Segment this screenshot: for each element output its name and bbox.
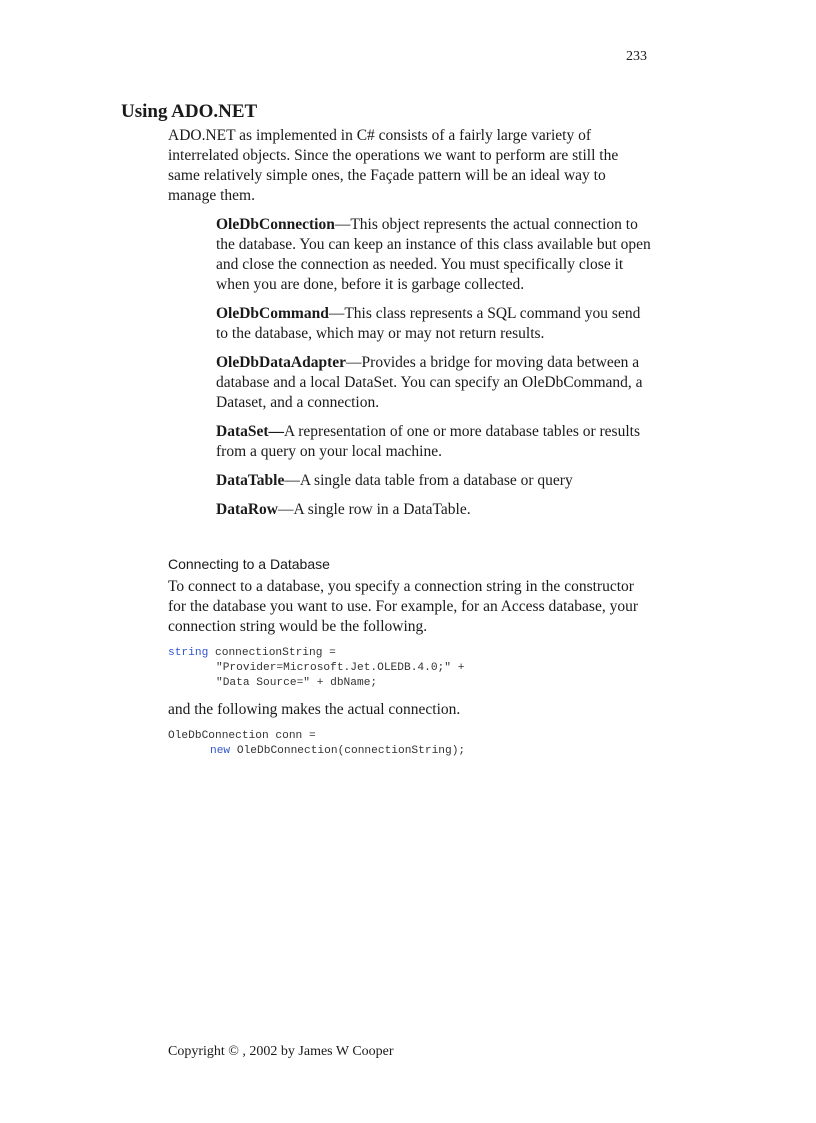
code-keyword: string bbox=[168, 647, 209, 659]
definition-datatable bbox=[216, 471, 656, 491]
intro-paragraph: ADO.NET as implemented in C# consists of a fairly large variety of interrelated objects. Since the operations we want to perform are still the same relatively simple ones, the Façade pattern will be an ideal way to manage them. bbox=[168, 127, 619, 204]
definition-term: DataRow bbox=[216, 501, 278, 518]
definition-oledbconnection bbox=[216, 215, 656, 295]
definition-description: —This object represents the actual connection to the database. You can keep an instance of this class available but open and close the connection as needed. You must specifically close it when you are done, before it is garbage collected. bbox=[216, 216, 651, 293]
code-keyword: new bbox=[210, 745, 231, 757]
code-line: "Provider=Microsoft.Jet.OLEDB.4.0;" + bbox=[216, 662, 465, 674]
definition-list bbox=[216, 215, 656, 529]
definition-description: —This class represents a SQL command you send to the database, which may or may not return results. bbox=[216, 305, 641, 342]
definition-description: —A single row in a DataTable. bbox=[278, 501, 471, 518]
subsection-heading: Connecting to a Database bbox=[168, 556, 330, 572]
code-line: OleDbConnection conn = bbox=[168, 730, 316, 742]
definition-description: —Provides a bridge for moving data between a database and a local DataSet. You can specify an OleDbCommand, a Dataset, and a connection. bbox=[216, 354, 643, 411]
definition-description: —A single data table from a database or query bbox=[284, 472, 573, 489]
definition-term: DataTable bbox=[216, 472, 285, 489]
connection-paragraph: To connect to a database, you specify a connection string in the constructor for the database you want to use. For example, for an Access database, your connection string would be the following. bbox=[168, 578, 639, 635]
definition-term: OleDbDataAdapter bbox=[216, 354, 347, 371]
code-line bbox=[168, 744, 465, 759]
code-line: "Data Source=" + dbName; bbox=[216, 677, 378, 689]
definition-term: OleDbConnection bbox=[216, 216, 335, 233]
code-block-connection bbox=[168, 729, 465, 759]
page-number: 233 bbox=[626, 49, 647, 64]
definition-term: OleDbCommand bbox=[216, 305, 329, 322]
definition-description: A representation of one or more database tables or results from a query on your local machine. bbox=[216, 423, 640, 460]
definition-term: DataSet— bbox=[216, 423, 285, 440]
code-text: OleDbConnection(connectionString); bbox=[230, 745, 466, 757]
code-line bbox=[168, 646, 464, 661]
code-block-connection-string bbox=[168, 646, 464, 691]
definition-dataset bbox=[216, 422, 656, 462]
connection-followup-paragraph: and the following makes the actual connection. bbox=[168, 701, 461, 718]
code-text: connectionString = bbox=[208, 647, 336, 659]
footer-copyright: Copyright © , 2002 by James W Cooper bbox=[168, 1044, 394, 1059]
definition-datarow bbox=[216, 500, 656, 520]
definition-oledbdataadapter bbox=[216, 353, 656, 413]
definition-oledbcommand bbox=[216, 304, 656, 344]
section-heading: Using ADO.NET bbox=[121, 101, 258, 122]
